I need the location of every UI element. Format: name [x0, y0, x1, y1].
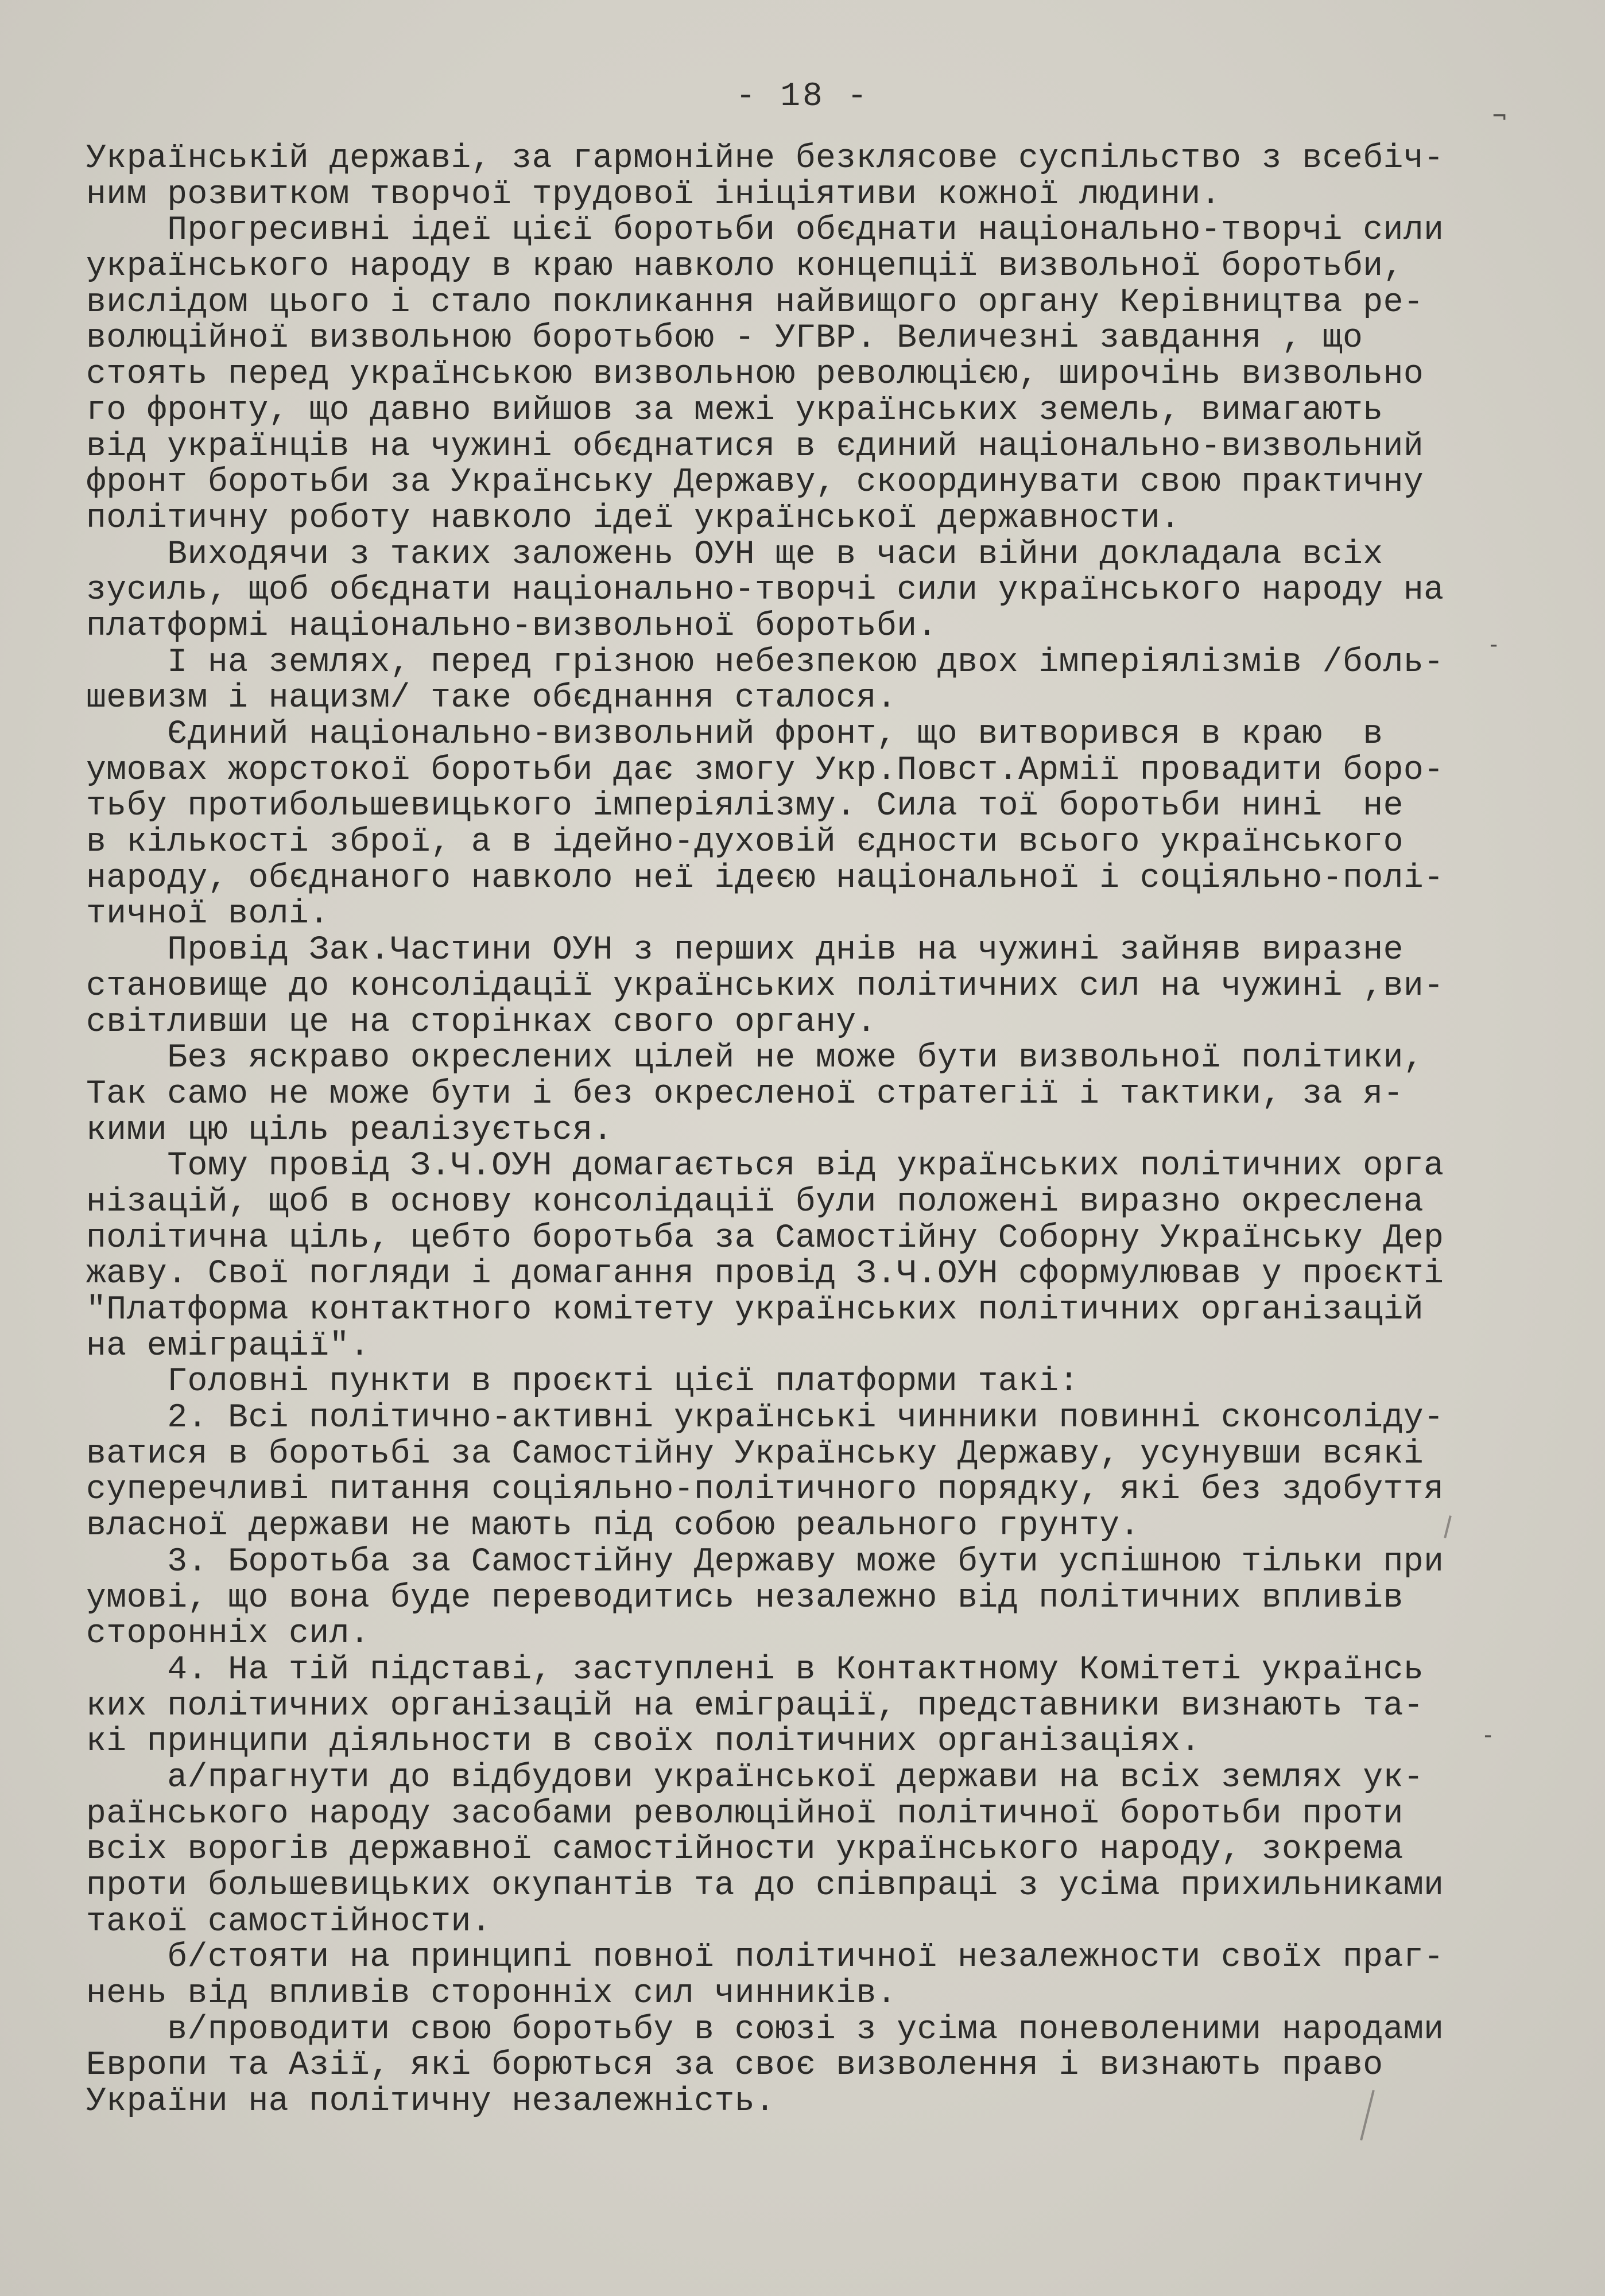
text-line: Головні пункти в проєкті цієї платформи такі:	[86, 1363, 1079, 1401]
text-line: такої самостійности.	[86, 1903, 492, 1941]
text-line: платформі національно-визвольної боротьби.	[86, 607, 937, 645]
text-line: тьбу протибольшевицького імперіялізму. Сила тої боротьби нині не	[86, 788, 1404, 825]
text-line: України на політичну незалежність.	[86, 2083, 776, 2121]
text-line: волюційної визвольною боротьбою - УГВР. Величезні завдання , що	[86, 320, 1363, 358]
text-line: проти большевицьких окупантів та до співпраці з усіма прихильниками	[86, 1867, 1444, 1905]
text-line: сторонніх сил.	[86, 1615, 370, 1653]
text-line: Так само не може бути і без окресленої стратегії і тактики, за я-	[86, 1075, 1404, 1113]
text-line: всіх ворогів державної самостійности українського народу, зокрема	[86, 1831, 1404, 1869]
margin-speck: -	[1487, 631, 1501, 658]
text-line: на еміграції".	[86, 1327, 370, 1365]
text-line: шевизм і нацизм/ таке обєднання сталося.	[86, 680, 897, 718]
text-line: українського народу в краю навколо концепції визвольної боротьби,	[86, 248, 1404, 286]
text-line: від українців на чужині обєднатися в єдиний національно-визвольний	[86, 428, 1424, 466]
text-line: 2. Всі політично-активні українські чинники повинні сконсоліду-	[86, 1399, 1444, 1437]
text-line: а/прагнути до відбудови української держави на всіх землях ук-	[86, 1759, 1424, 1797]
text-line: кі принципи діяльности в своїх політичних організаціях.	[86, 1723, 1201, 1761]
text-line: політична ціль, цебто боротьба за Самостійну Соборну Українську Дер	[86, 1219, 1444, 1257]
text-line: умові, що вона буде переводитись незалежно від політичних впливів	[86, 1579, 1404, 1617]
text-line: в/проводити свою боротьбу в союзі з усіма поневоленими народами	[86, 2011, 1444, 2049]
margin-speck: ¬	[1492, 103, 1507, 130]
text-line: Прогресивні ідеї цієї боротьби обєднати національно-творчі сили	[86, 212, 1444, 250]
text-line: фронт боротьби за Українську Державу, скоординувати свою практичну	[86, 464, 1424, 502]
text-line: "Платформа контактного комітету українських політичних організацій	[86, 1292, 1424, 1329]
text-line: Европи та Азії, які борються за своє визволення і визнають право	[86, 2047, 1383, 2085]
text-line: в кількості зброї, а в ідейно-духовій єдности всього українського	[86, 824, 1404, 862]
text-line: ним розвитком творчої трудової ініціятиви кожної людини.	[86, 176, 1222, 214]
document-body	[86, 141, 1527, 2120]
text-line: народу, обєднаного навколо неї ідеєю національної і соціяльно-полі-	[86, 859, 1444, 897]
text-line: політичну роботу навколо ідеї української державности.	[86, 499, 1181, 537]
text-line: жаву. Свої погляди і домагання провід З.Ч.ОУН сформулював у проєкті	[86, 1255, 1444, 1293]
text-line: б/стояти на принципі повної політичної незалежности своїх праг-	[86, 1939, 1444, 1977]
text-line: Українській державі, за гармонійне безклясове суспільство з всебіч-	[86, 140, 1444, 177]
text-line: зусиль, щоб обєднати національно-творчі сили українського народу на	[86, 572, 1444, 610]
text-line: становище до консолідації українських політичних сил на чужині ,ви-	[86, 967, 1444, 1005]
text-line: Тому провід З.Ч.ОУН домагається від українських політичних орга	[86, 1147, 1444, 1185]
text-line: Провід Зак.Частини ОУН з перших днів на чужині зайняв виразне	[86, 932, 1404, 969]
text-line: стоять перед українською визвольною революцією, широчінь визвольно	[86, 356, 1424, 394]
text-line: нізацій, щоб в основу консолідації були положені виразно окреслена	[86, 1183, 1424, 1221]
text-line: Виходячи з таких заложень ОУН ще в часи війни докладала всіх	[86, 536, 1383, 573]
text-line: Без яскраво окреслених цілей не може бути визвольної політики,	[86, 1040, 1424, 1077]
text-line: І на землях, перед грізною небезпекою двох імперіялізмів /боль-	[86, 643, 1444, 681]
page-number: - 18 -	[735, 78, 870, 115]
text-line: світливши це на сторінках свого органу.	[86, 1003, 877, 1041]
text-line: вислідом цього і стало покликання найвищого органу Керівництва ре-	[86, 284, 1424, 321]
text-line: тичної волі.	[86, 895, 329, 933]
text-line: ватися в боротьбі за Самостійну Українську Державу, усунувши всякі	[86, 1435, 1424, 1473]
text-line: умовах жорстокої боротьби дає змогу Укр.Повст.Армії провадити боро-	[86, 751, 1444, 789]
text-line: кими цю ціль реалізується.	[86, 1111, 613, 1149]
margin-speck: -	[1481, 1722, 1495, 1748]
text-line: нень від впливів сторонніх сил чинників.	[86, 1975, 897, 2013]
text-line: го фронту, що давно вийшов за межі українських земель, вимагають	[86, 391, 1383, 429]
text-line: раїнського народу засобами революційної політичної боротьби проти	[86, 1795, 1404, 1833]
text-line: Єдиний національно-визвольний фронт, що витворився в краю в	[86, 716, 1383, 753]
text-line: 4. На тій підставі, заступлені в Контактному Комітеті українсь	[86, 1651, 1424, 1689]
text-line: власної держави не мають під собою реального грунту.	[86, 1507, 1140, 1545]
text-line: суперечливі питання соціяльно-політичного порядку, які без здобуття	[86, 1471, 1444, 1509]
text-line: ких політичних організацій на еміграції, представники визнають та-	[86, 1687, 1424, 1725]
text-line: 3. Боротьба за Самостійну Державу може бути успішною тільки при	[86, 1543, 1444, 1581]
